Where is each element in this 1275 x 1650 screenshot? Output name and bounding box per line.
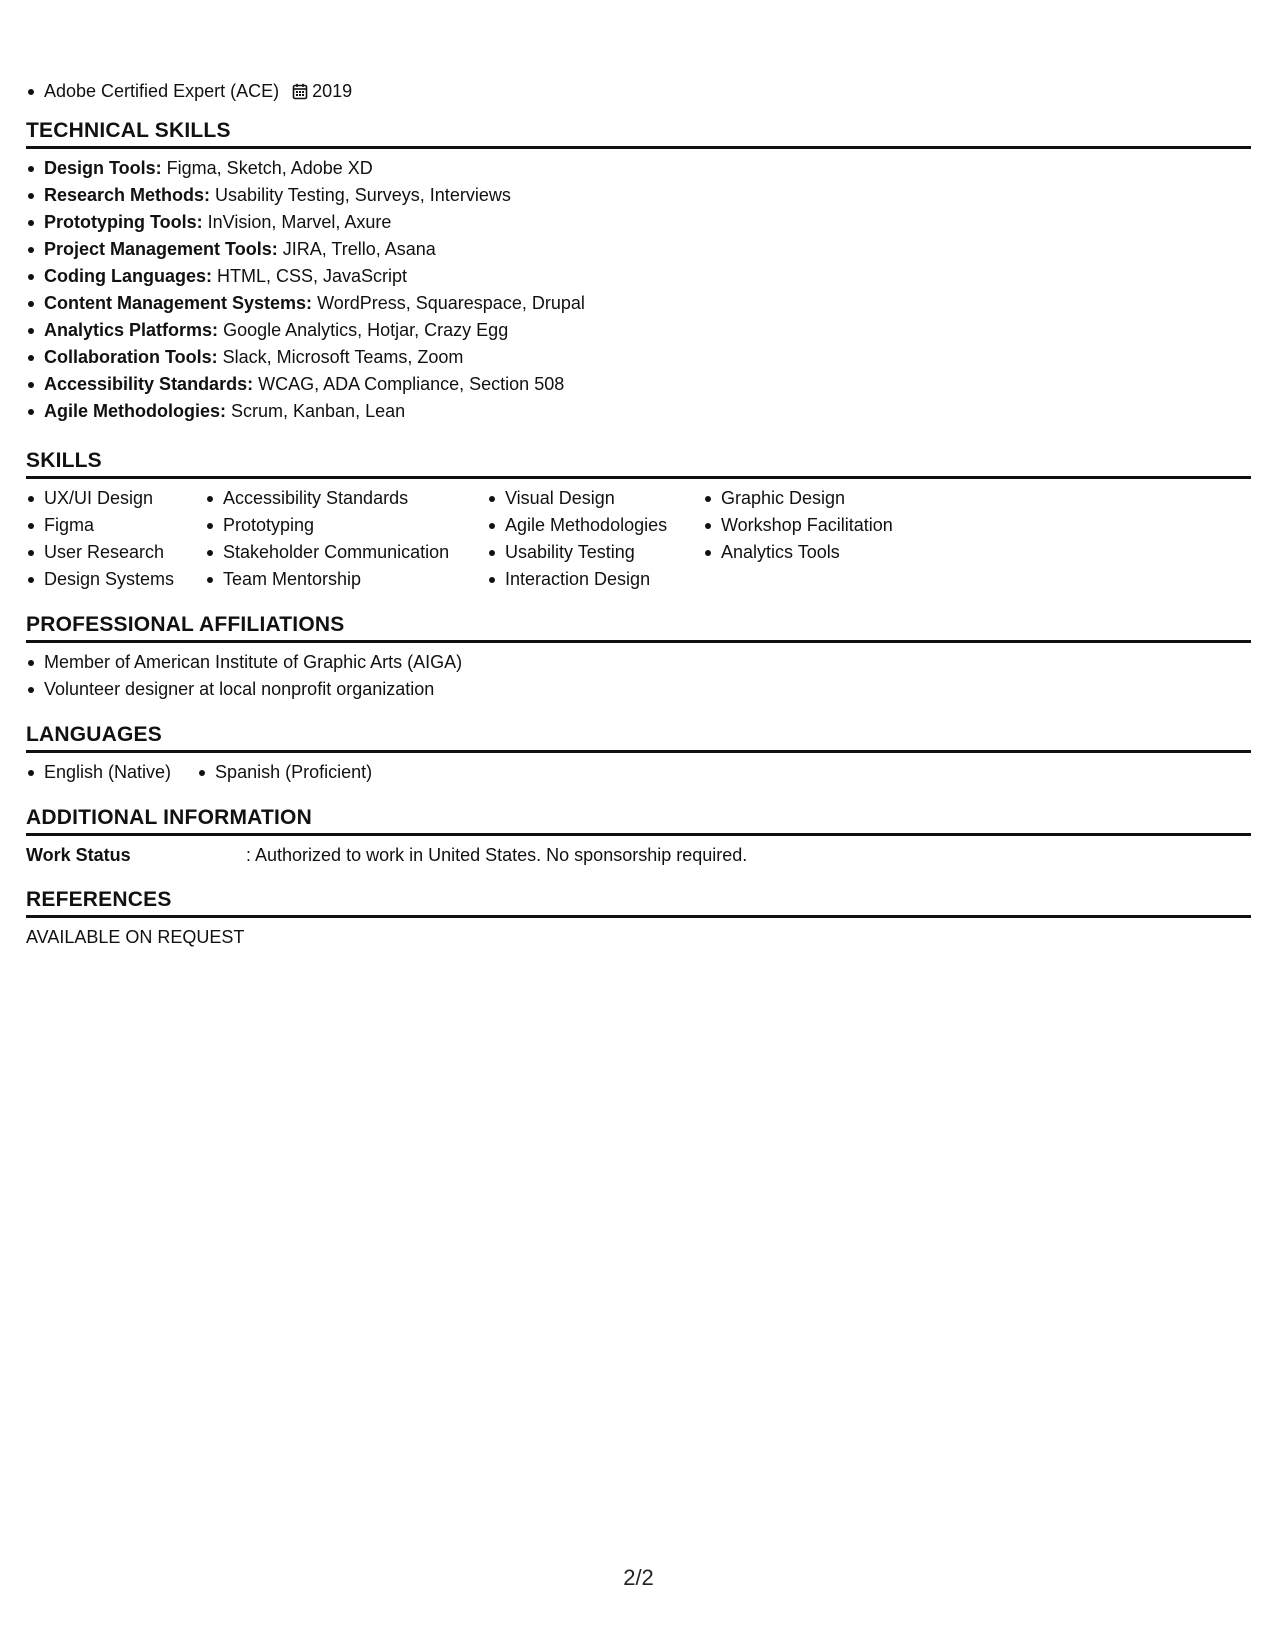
skill-category: Accessibility Standards: — [44, 374, 254, 394]
certification-name: Adobe Certified Expert (ACE) — [44, 81, 280, 101]
skill-item: Graphic Design — [703, 485, 923, 512]
language-item: Spanish (Proficient) — [197, 759, 372, 786]
skills-column — [703, 485, 923, 593]
skill-category: Design Tools: — [44, 158, 162, 178]
skill-item: Usability Testing — [487, 539, 703, 566]
skill-item: Figma — [26, 512, 205, 539]
certifications-list — [26, 78, 352, 105]
languages-section — [26, 722, 1251, 786]
section-title-skills: SKILLS — [26, 448, 1251, 479]
skill-item: Workshop Facilitation — [703, 512, 923, 539]
skill-values: WCAG, ADA Compliance, Section 508 — [253, 374, 565, 394]
skill-item: Interaction Design — [487, 566, 703, 593]
section-title-affiliations: PROFESSIONAL AFFILIATIONS — [26, 612, 1251, 643]
skill-item: Stakeholder Communication — [205, 539, 487, 566]
skill-item: Prototyping — [205, 512, 487, 539]
affiliation-item: Member of American Institute of Graphic Arts (AIGA) — [26, 649, 1251, 676]
section-title-additional-info: ADDITIONAL INFORMATION — [26, 805, 1251, 836]
skill-values: Figma, Sketch, Adobe XD — [161, 158, 373, 178]
skills-column — [487, 485, 703, 593]
info-value: : Authorized to work in United States. No sponsorship required. — [246, 845, 748, 865]
technical-skill-item — [26, 290, 1251, 317]
skill-item: UX/UI Design — [26, 485, 205, 512]
resume-page — [26, 0, 1251, 1650]
info-label: Work Status — [26, 845, 131, 865]
skill-category: Content Management Systems: — [44, 293, 313, 313]
skill-values: Google Analytics, Hotjar, Crazy Egg — [218, 320, 509, 340]
skill-item: User Research — [26, 539, 205, 566]
skill-category: Coding Languages: — [44, 266, 212, 286]
skill-values: Scrum, Kanban, Lean — [226, 401, 406, 421]
skill-item: Analytics Tools — [703, 539, 923, 566]
skills-grid — [26, 485, 1251, 593]
technical-skill-item — [26, 398, 1251, 425]
section-title-technical-skills: TECHNICAL SKILLS — [26, 118, 1251, 149]
technical-skill-item — [26, 344, 1251, 371]
certification-date — [292, 78, 352, 105]
calendar-icon — [292, 83, 308, 100]
skill-item: Design Systems — [26, 566, 205, 593]
technical-skill-item — [26, 371, 1251, 398]
skill-item: Accessibility Standards — [205, 485, 487, 512]
language-item: English (Native) — [26, 759, 171, 786]
technical-skills-section — [26, 118, 1251, 425]
skill-category: Project Management Tools: — [44, 239, 278, 259]
certification-year: 2019 — [312, 81, 353, 101]
affiliation-item: Volunteer designer at local nonprofit organization — [26, 676, 1251, 703]
page-number: 2/2 — [623, 1565, 654, 1590]
technical-skills-list — [26, 155, 1251, 425]
skill-values: WordPress, Squarespace, Drupal — [312, 293, 585, 313]
skills-section — [26, 448, 1251, 593]
skill-values: Slack, Microsoft Teams, Zoom — [217, 347, 464, 367]
skill-category: Analytics Platforms: — [44, 320, 219, 340]
certification-item — [26, 78, 352, 105]
technical-skill-item — [26, 209, 1251, 236]
skill-category: Collaboration Tools: — [44, 347, 218, 367]
skills-column — [26, 485, 205, 593]
skill-item: Visual Design — [487, 485, 703, 512]
technical-skill-item — [26, 182, 1251, 209]
technical-skill-item — [26, 317, 1251, 344]
skill-values: InVision, Marvel, Axure — [202, 212, 392, 232]
skill-category: Agile Methodologies: — [44, 401, 226, 421]
languages-list — [26, 759, 1251, 786]
affiliations-section — [26, 612, 1251, 703]
skill-category: Prototyping Tools: — [44, 212, 203, 232]
skill-values: HTML, CSS, JavaScript — [212, 266, 408, 286]
technical-skill-item — [26, 155, 1251, 182]
skill-category: Research Methods: — [44, 185, 211, 205]
references-section — [26, 887, 1251, 951]
affiliations-list — [26, 649, 1251, 703]
skills-column — [205, 485, 487, 593]
technical-skill-item — [26, 236, 1251, 263]
skill-item: Team Mentorship — [205, 566, 487, 593]
info-row-work-status — [26, 842, 1251, 869]
section-title-references: REFERENCES — [26, 887, 1251, 918]
additional-info-section — [26, 805, 1251, 869]
references-text: AVAILABLE ON REQUEST — [26, 927, 245, 947]
skill-values: JIRA, Trello, Asana — [277, 239, 436, 259]
skill-values: Usability Testing, Surveys, Interviews — [210, 185, 511, 205]
technical-skill-item — [26, 263, 1251, 290]
section-title-languages: LANGUAGES — [26, 722, 1251, 753]
skill-item: Agile Methodologies — [487, 512, 703, 539]
